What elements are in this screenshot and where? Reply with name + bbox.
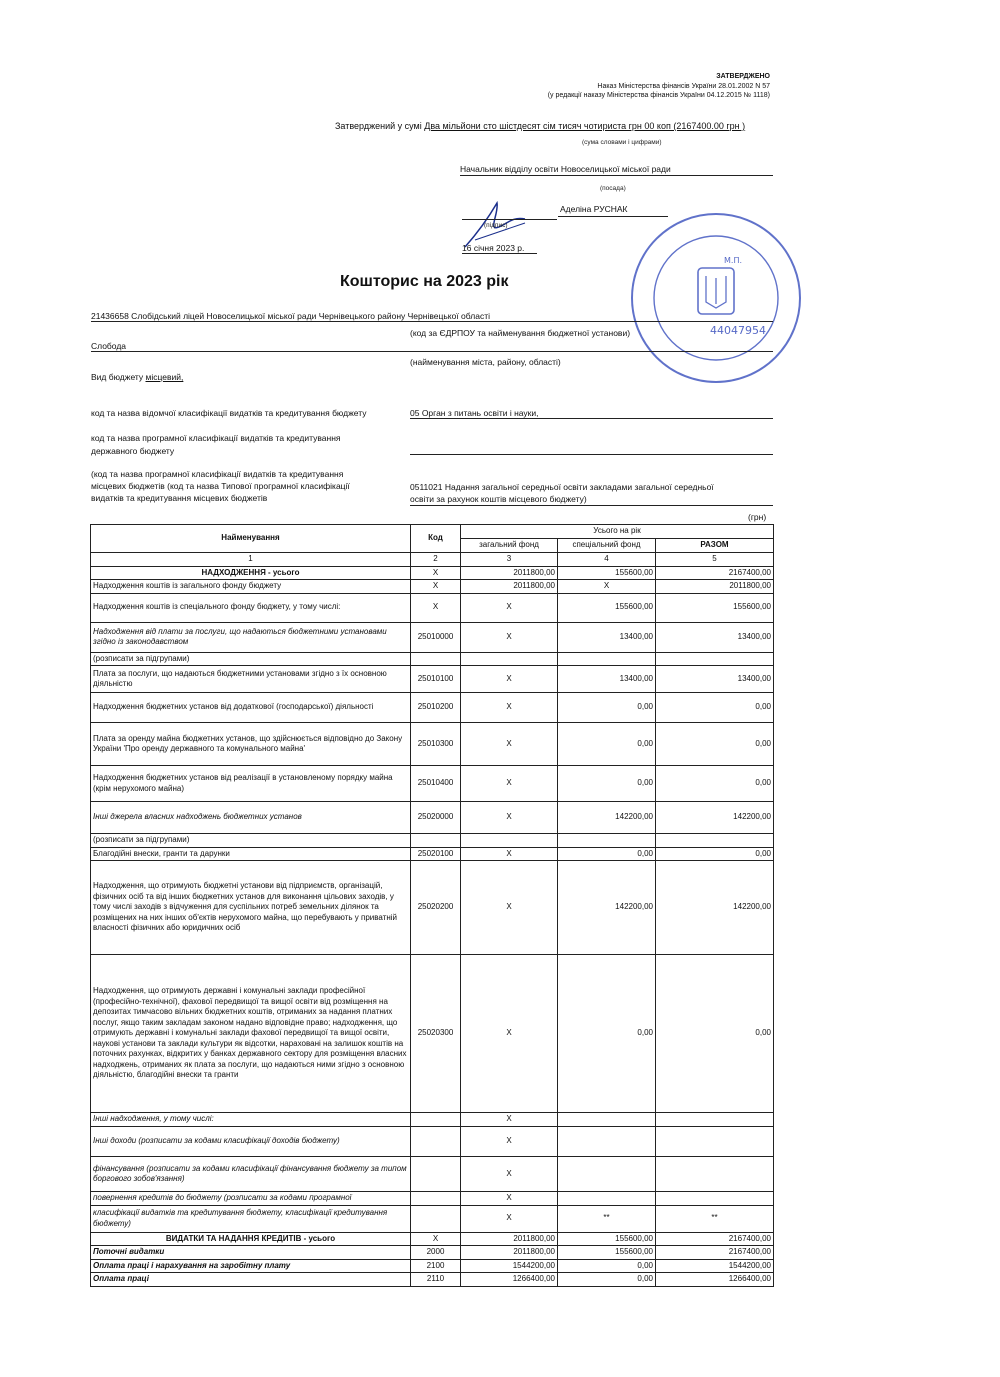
head-name: Аделіна РУСНАК (560, 204, 628, 214)
header-special: спеціальний фонд (558, 539, 656, 553)
row-sum: 13400,00 (656, 622, 774, 652)
row-code: 25010000 (411, 622, 461, 652)
signature-line (462, 219, 557, 220)
head-position-caption: (посада) (600, 185, 626, 192)
row-sum (656, 1192, 774, 1206)
row-special: 142200,00 (558, 802, 656, 834)
signature-caption: (підпис) (484, 222, 508, 229)
row-code: X (411, 1232, 461, 1246)
row-code (411, 834, 461, 848)
row-code (411, 1205, 461, 1232)
official-stamp (628, 210, 804, 386)
row-name: Надходження від плати за послуги, що надаються бюджетними установами згідно із законодавством (91, 622, 411, 652)
row-name: Надходження бюджетних установ від реалізації в установленому порядку майна (крім нерухомого майна) (91, 766, 411, 802)
row-general: 1266400,00 (461, 1273, 558, 1287)
row-code: 25020100 (411, 847, 461, 861)
row-sum: 2167400,00 (656, 1232, 774, 1246)
row-name: Надходження коштів із спеціального фонду бюджету, у тому числі: (91, 593, 411, 622)
table-row (91, 666, 774, 693)
row-special: 0,00 (558, 847, 656, 861)
row-name: Оплата праці і нарахування на заробітну плату (91, 1259, 411, 1273)
row-general: X (461, 861, 558, 955)
table-row (91, 1273, 774, 1287)
row-sum: 1544200,00 (656, 1259, 774, 1273)
row-sum: 142200,00 (656, 802, 774, 834)
local-code-label-2: місцевих бюджетів (код та назва Типової програмної класифікації (91, 481, 350, 491)
program-code-label (91, 432, 341, 458)
local-code-value-1: 0511021 Надання загальної середньої освіти закладами загальної середньої (410, 482, 714, 492)
row-special: 155600,00 (558, 1246, 656, 1260)
header-general: загальний фонд (461, 539, 558, 553)
row-code (411, 1192, 461, 1206)
row-code (411, 1157, 461, 1192)
row-special: 0,00 (558, 693, 656, 723)
approval-order: Наказ Міністерства фінансів України 28.01.2002 N 57 (597, 82, 770, 90)
table-row (91, 1192, 774, 1206)
stamp-mp: М.П. (724, 256, 743, 265)
approval-edition: (у редакції наказу Міністерства фінансів України 04.12.2015 № 1118) (547, 92, 770, 99)
row-code: 25010100 (411, 666, 461, 693)
row-special: 155600,00 (558, 593, 656, 622)
approval-block (548, 72, 770, 101)
row-special: 155600,00 (558, 566, 656, 580)
budget-table (90, 524, 774, 1287)
col-number: 2 (411, 553, 461, 567)
row-sum: 2011800,00 (656, 580, 774, 594)
row-code (411, 1127, 461, 1157)
row-special: ** (558, 1205, 656, 1232)
row-sum (656, 834, 774, 848)
local-code-label (91, 468, 350, 504)
table-row (91, 580, 774, 594)
row-general: X (461, 1113, 558, 1127)
row-special: 0,00 (558, 1273, 656, 1287)
currency-label: (грн) (748, 512, 767, 522)
row-special (558, 1192, 656, 1206)
row-sum: 13400,00 (656, 666, 774, 693)
program-code-line (410, 454, 773, 455)
row-code: 25020000 (411, 802, 461, 834)
row-special: X (558, 580, 656, 594)
table-row (91, 1205, 774, 1232)
row-name: Надходження коштів із загального фонду бюджету (91, 580, 411, 594)
row-name: (розписати за підгрупами) (91, 834, 411, 848)
row-code: 25020200 (411, 861, 461, 955)
row-general: X (461, 622, 558, 652)
local-code-label-3: видатків та кредитування місцевих бюджетів (91, 493, 268, 503)
table-row (91, 955, 774, 1113)
city-value: Слобода (91, 341, 773, 352)
row-special: 13400,00 (558, 666, 656, 693)
row-general: X (461, 1192, 558, 1206)
header-total: Усього на рік (461, 525, 774, 539)
row-code: 25010400 (411, 766, 461, 802)
row-code: 2100 (411, 1259, 461, 1273)
budget-type-label: Вид бюджету (91, 372, 144, 382)
row-general (461, 652, 558, 666)
row-general: X (461, 802, 558, 834)
row-name: Надходження, що отримують державні і комунальні заклади професійної (професійно-технічної), фахової передвищої та вищої освіти від розміщення на депозитах тимчасово вільних бюджетних коштів, отриманих за надання платних послуг, якщо таким закладам законом надано відповідне право; надходження, що отримують державні і комунальні заклади фахової передвищої та вищої освіти, наукові установи та заклади культури як відсотки, нараховані на залишок коштів на поточних рахунках, відкритих у банках державного сектору для розміщення власних надходжень, отриманих як плата за послуги, що надаються ними згідно з основною діяльністю, благодійні внески та гранти (91, 955, 411, 1113)
table-row (91, 1113, 774, 1127)
city-caption: (найменування міста, району, області) (410, 357, 561, 367)
program-code-label-2: державного бюджету (91, 446, 175, 456)
row-code (411, 652, 461, 666)
row-general: 2011800,00 (461, 1232, 558, 1246)
row-special: 0,00 (558, 723, 656, 766)
table-row (91, 622, 774, 652)
row-special: 13400,00 (558, 622, 656, 652)
row-name: Інші доходи (розписати за кодами класифікації доходів бюджету) (91, 1127, 411, 1157)
row-special (558, 834, 656, 848)
row-code: 2000 (411, 1246, 461, 1260)
row-general: 1544200,00 (461, 1259, 558, 1273)
row-general: X (461, 693, 558, 723)
row-code (411, 1113, 461, 1127)
budget-type (91, 372, 183, 382)
row-sum (656, 1157, 774, 1192)
row-name: Благодійні внески, гранти та дарунки (91, 847, 411, 861)
row-general: X (461, 847, 558, 861)
row-name: Надходження, що отримують бюджетні установи від підприємств, організацій, фізичних осіб та від інших бюджетних установ для виконання цільових заходів, у тому числі заходів з відчуження для суспільних потреб земельних ділянок та розміщених на них інших об'єктів нерухомого майна, що перебувають у приватній власності фізичних або юридичних осіб (91, 861, 411, 955)
local-code-value (410, 481, 773, 506)
document-title: Кошторис на 2023 рік (340, 273, 509, 290)
institution-value: 21436658 Слобідський ліцей Новоселицької міської ради Чернівецького району Чернівецької області (91, 311, 773, 322)
approved-sum-amount: Два мільйони сто шістдесят сім тисяч чотириста грн 00 коп (2167400.00 грн ) (424, 121, 746, 131)
row-name: фінансування (розписати за кодами класифікації фінансування бюджету за типом боргового зобов'язання) (91, 1157, 411, 1192)
row-general: X (461, 1157, 558, 1192)
row-special: 0,00 (558, 1259, 656, 1273)
approved-sum-prefix: Затверджений у сумі (335, 121, 422, 131)
row-name: Оплата праці (91, 1273, 411, 1287)
table-row (91, 566, 774, 580)
row-special: 142200,00 (558, 861, 656, 955)
table-row (91, 802, 774, 834)
table-row (91, 1246, 774, 1260)
budget-type-value: місцевий, (145, 372, 184, 382)
table-row (91, 652, 774, 666)
row-general: 2011800,00 (461, 1246, 558, 1260)
row-code: 25010200 (411, 693, 461, 723)
row-name: Плата за послуги, що надаються бюджетними установами згідно з їх основною діяльністю (91, 666, 411, 693)
table-row (91, 593, 774, 622)
row-general: X (461, 1127, 558, 1157)
row-name: Поточні видатки (91, 1246, 411, 1260)
row-sum: 1266400,00 (656, 1273, 774, 1287)
row-special (558, 652, 656, 666)
row-name: НАДХОДЖЕННЯ - усього (91, 566, 411, 580)
row-sum: 2167400,00 (656, 1246, 774, 1260)
row-sum: 2167400,00 (656, 566, 774, 580)
head-position: Начальник відділу освіти Новоселицької міської ради (460, 164, 773, 176)
col-number: 5 (656, 553, 774, 567)
row-sum: 0,00 (656, 723, 774, 766)
header-code: Код (411, 525, 461, 553)
row-code: 2110 (411, 1273, 461, 1287)
table-row (91, 1127, 774, 1157)
row-sum: 0,00 (656, 693, 774, 723)
table-row (91, 693, 774, 723)
row-name: класифікації видатків та кредитування бюджету, класифікації кредитування бюджету) (91, 1205, 411, 1232)
row-sum: 155600,00 (656, 593, 774, 622)
row-name: повернення кредитів до бюджету (розписати за кодами програмної (91, 1192, 411, 1206)
row-special: 0,00 (558, 955, 656, 1113)
row-sum (656, 652, 774, 666)
row-special (558, 1113, 656, 1127)
col-number: 3 (461, 553, 558, 567)
dept-code-label: код та назва відомчої класифікації видатків та кредитування бюджету (91, 408, 367, 418)
header-sum: РАЗОМ (656, 539, 774, 553)
row-general: X (461, 766, 558, 802)
table-row (91, 834, 774, 848)
col-number: 1 (91, 553, 411, 567)
row-general: X (461, 723, 558, 766)
row-special: 155600,00 (558, 1232, 656, 1246)
row-code: 25010300 (411, 723, 461, 766)
local-code-value-2: освіти за рахунок коштів місцевого бюджету) (410, 493, 773, 506)
row-name: (розписати за підгрупами) (91, 652, 411, 666)
row-sum: 0,00 (656, 955, 774, 1113)
row-sum (656, 1113, 774, 1127)
row-special (558, 1127, 656, 1157)
row-sum: ** (656, 1205, 774, 1232)
row-code: X (411, 580, 461, 594)
row-code: X (411, 566, 461, 580)
row-code: 25020300 (411, 955, 461, 1113)
row-general: X (461, 1205, 558, 1232)
row-name: Надходження бюджетних установ від додаткової (господарської) діяльності (91, 693, 411, 723)
row-special (558, 1157, 656, 1192)
row-general: X (461, 593, 558, 622)
approved-sum-caption: (сума словами і цифрами) (582, 139, 662, 146)
table-row (91, 1232, 774, 1246)
row-sum: 0,00 (656, 847, 774, 861)
table-row (91, 861, 774, 955)
dept-code-value: 05 Орган з питань освіти і науки, (410, 408, 773, 419)
local-code-label-1: (код та назва програмної класифікації видатків та кредитування (91, 469, 344, 479)
approved-sum (335, 121, 745, 131)
col-number: 4 (558, 553, 656, 567)
table-row (91, 847, 774, 861)
table-row (91, 1157, 774, 1192)
row-sum (656, 1127, 774, 1157)
row-general: X (461, 666, 558, 693)
header-name: Найменування (91, 525, 411, 553)
table-row (91, 1259, 774, 1273)
row-name: Інші надходження, у тому числі: (91, 1113, 411, 1127)
row-general: 2011800,00 (461, 566, 558, 580)
row-name: ВИДАТКИ ТА НАДАННЯ КРЕДИТІВ - усього (91, 1232, 411, 1246)
approval-date: 16 січня 2023 р. (462, 243, 537, 254)
stamp-code: 44047954 (710, 324, 766, 337)
institution-caption: (код за ЄДРПОУ та найменування бюджетної установи) (410, 328, 631, 338)
row-general (461, 834, 558, 848)
table-row (91, 723, 774, 766)
row-sum: 142200,00 (656, 861, 774, 955)
table-row (91, 766, 774, 802)
row-code: X (411, 593, 461, 622)
row-special: 0,00 (558, 766, 656, 802)
approval-heading: ЗАТВЕРДЖЕНО (716, 73, 770, 80)
program-code-label-1: код та назва програмної класифікації видатків та кредитування (91, 433, 341, 443)
row-name: Інші джерела власних надходжень бюджетних установ (91, 802, 411, 834)
row-general: X (461, 955, 558, 1113)
row-sum: 0,00 (656, 766, 774, 802)
row-name: Плата за оренду майна бюджетних установ, що здійснюється відповідно до Закону України 'Про оренду державного та комунального майна' (91, 723, 411, 766)
row-general: 2011800,00 (461, 580, 558, 594)
